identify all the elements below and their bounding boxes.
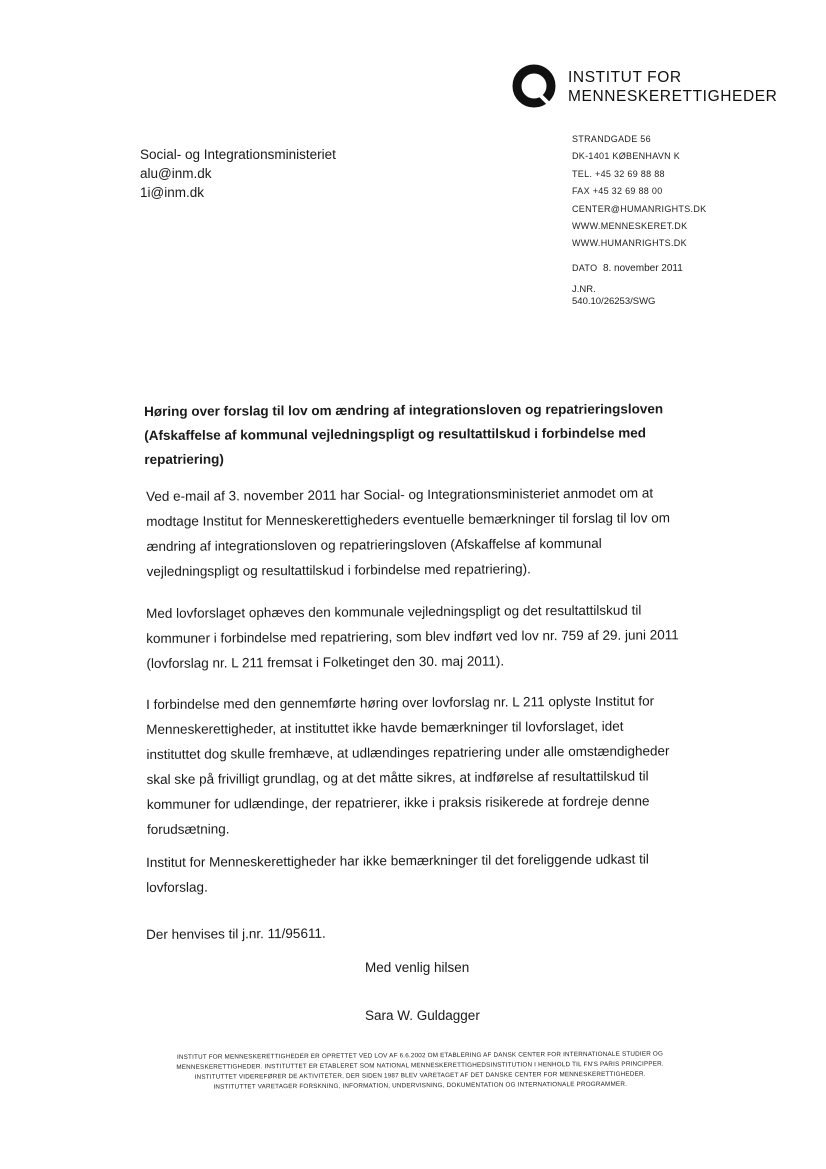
subject-line-2: (Afskaffelse af kommunal vejledningspligt og resultattilskud i forbindelse med — [144, 425, 647, 443]
journal-label: J.NR. — [572, 284, 596, 295]
paragraph-line: Med lovforslaget ophæves den kommunale vejledningspligt og det resultattilskud til — [146, 602, 642, 621]
logo-line-1: INSTITUT FOR — [568, 69, 682, 86]
sender-city: DK-1401 KØBENHAVN K — [572, 151, 681, 162]
recipient-block — [140, 145, 336, 202]
footer-line-4: INSTITUTTET VARETAGER FORSKNING, INFORMATION, UNDERVISNING, DOKUMENTATION OG INTERNATIONALE PROGRAMMER. — [213, 1080, 628, 1091]
recipient-name: Social- og Integrationsministeriet — [140, 147, 336, 162]
sender-web-2: WWW.HUMANRIGHTS.DK — [572, 238, 687, 249]
recipient-email-1: alu@inm.dk — [140, 166, 212, 181]
paragraph-line: lovforslag. — [146, 879, 208, 895]
paragraph-line: kommuner for udlændinge, der repatrierer, ikke i praksis risikerede at fordreje denne — [146, 793, 650, 812]
paragraph-4 — [146, 846, 666, 900]
paragraph-3 — [146, 688, 670, 842]
logo-text — [568, 68, 777, 106]
footer-legal-text — [165, 1049, 675, 1093]
paragraph-line: Institut for Menneskerettigheder har ikke bemærkninger til det foreliggende udkast til — [146, 851, 649, 870]
reference-line: Der henvises til j.nr. 11/95611. — [146, 925, 326, 942]
subject-heading — [144, 397, 684, 472]
paragraph-line: vejledningspligt og resultattilskud i forbindelse med repatriering). — [146, 561, 531, 579]
paragraph-1 — [146, 480, 671, 584]
paragraph-line: kommuner i forbindelse med repatriering, som blev indført ved lov nr. 759 af 29. juni 2011 — [146, 627, 679, 646]
sender-email: CENTER@HUMANRIGHTS.DK — [572, 203, 707, 214]
paragraph-line: ændring af integrationsloven og repatrieringsloven (Afskaffelse af kommunal — [146, 535, 602, 554]
paragraph-5 — [146, 918, 666, 947]
sender-tel: TEL. +45 32 69 88 88 — [572, 168, 665, 179]
paragraph-line: forudsætning. — [146, 821, 230, 837]
closing-block — [365, 944, 480, 1040]
subject-line-1: Høring over forslag til lov om ændring af integrationsloven og repatrieringsloven — [144, 401, 664, 419]
paragraph-line: instituttet dog skulle fremhæve, at udlændinges repatriering under alle omstændigheder — [146, 743, 670, 762]
sender-web-1: WWW.MENNESKERET.DK — [572, 221, 688, 232]
paragraph-line: I forbindelse med den gennemførte høring over lovforslag nr. L 211 oplyste Institut for — [146, 693, 655, 712]
date-field — [572, 263, 683, 274]
paragraph-line: (lovforslag nr. L 211 fremsat i Folketinget den 30. maj 2011). — [146, 653, 505, 671]
footer-line-2: MENNESKERETTIGHEDER. INSTITUTTET ER ETABLERET SOM NATIONAL MENNESKERETTIGHEDSINSTITUTION I HENHOLD TIL FN'S PARIS PRINCIPPER. — [176, 1060, 664, 1071]
closing-greeting: Med venlig hilsen — [365, 960, 470, 975]
signature-name: Sara W. Guldagger — [365, 1008, 480, 1023]
ring-logo-icon — [510, 62, 558, 110]
paragraph-line: modtage Institut for Menneskerettigheders eventuelle bemærkninger til forslag til lov om — [146, 510, 671, 529]
recipient-email-2: 1i@inm.dk — [140, 185, 204, 200]
logo-line-2: MENNESKERETTIGHEDER — [568, 88, 778, 105]
subject-line-3: repatriering) — [144, 451, 224, 467]
institute-logo — [510, 62, 790, 112]
journal-value: 540.10/26253/SWG — [572, 296, 656, 307]
sender-contact-block — [572, 131, 706, 253]
paragraph-line: Menneskerettigheder, at instituttet ikke havde bemærkninger til lovforslaget, idet — [146, 718, 624, 737]
footer-line-3: INSTITUTTET VIDEREFØRER DE AKTIVITETER, DER SIDEN 1987 BLEV VARETAGET AF DET DANSKE CENTER FOR MENNESKERETTIGHEDER. — [194, 1070, 646, 1081]
date-label: DATO — [572, 263, 598, 273]
sender-street: STRANDGADE 56 — [572, 134, 651, 144]
sender-fax: FAX +45 32 69 88 00 — [572, 186, 663, 197]
journal-number — [572, 284, 655, 308]
footer-line-1: INSTITUT FOR MENNESKERETTIGHEDER ER OPRETTET VED LOV AF 6.6.2002 OM ETABLERING AF DANSK CENTER FOR INTERNATIONALE STUDIER OG — [176, 1050, 664, 1061]
paragraph-2 — [146, 597, 679, 676]
paragraph-line: Ved e-mail af 3. november 2011 har Social- og Integrationsministeriet anmodet om at — [146, 485, 654, 504]
paragraph-line: skal ske på frivilligt grundlag, og at det måtte sikres, at indførelse af resultattilskud til — [146, 768, 649, 787]
date-value: 8. november 2011 — [602, 263, 683, 274]
